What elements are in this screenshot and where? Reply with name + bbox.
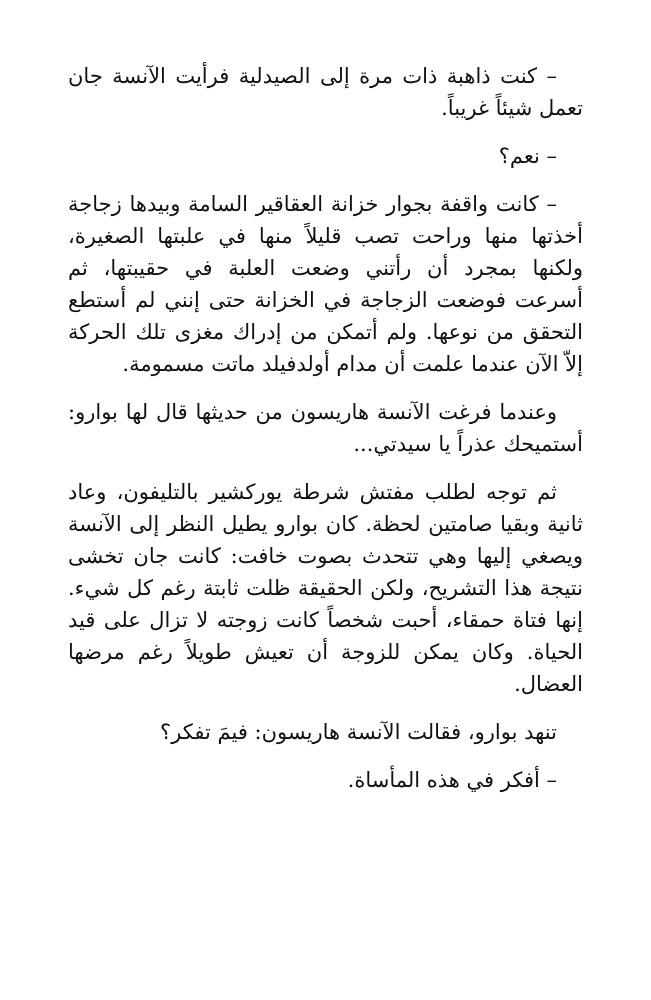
paragraph-poison-cabinet: – كانت واقفة بجوار خزانة العقاقير السامة وبيدها زجاجة أخذتها منها وراحت تصب قليلاً منها في علبتها الصغيرة، ولكنها بمجرد أن رأتني وضعت العلبة في حقيبتها، ثم أسرعت فوضعت الزجاجة في الخزانة حتى إنني لم أستطع التحقق من نوعها. ولم أتمكن من إدراك مغزى تلك الحركة إلاّ الآن عندما علمت أن مدام أولدفيلد ماتت مسمومة. xyxy=(68,192,583,376)
paragraph-yes-question: – نعم؟ xyxy=(498,144,557,168)
paragraph-tragedy: – أفكر في هذه المأساة. xyxy=(347,768,557,792)
book-page xyxy=(68,60,583,812)
paragraph-phone-call: ثم توجه لطلب مفتش شرطة يوركشير بالتليفون، وعاد ثانية وبقيا صامتين لحظة. كان بوارو يطيل النظر إلى الآنسة ويصغي إليها وهي تتحدث بصوت خافت: كانت جان تخشى نتيجة هذا التشريح، ولكن الحقيقة ظلت ثابتة رغم كل شيء. إنها فتاة حمقاء، أحبت شخصاً كانت زوجته لا تزال على قيد الحياة. وكان يمكن للزوجة أن تعيش طويلاً رغم مرضها العضال. xyxy=(68,480,583,696)
paragraph-poirot-excuse: وعندما فرغت الآنسة هاريسون من حديثها قال لها بوارو: أستميحك عذراً يا سيدتي... xyxy=(68,400,583,456)
paragraph-pharmacy-visit: – كنت ذاهبة ذات مرة إلى الصيدلية فرأيت الآنسة جان تعمل شيئاً غريباً. xyxy=(68,64,583,120)
paragraph-poirot-sigh: تنهد بوارو، فقالت الآنسة هاريسون: فيمَ تفكر؟ xyxy=(160,720,557,744)
